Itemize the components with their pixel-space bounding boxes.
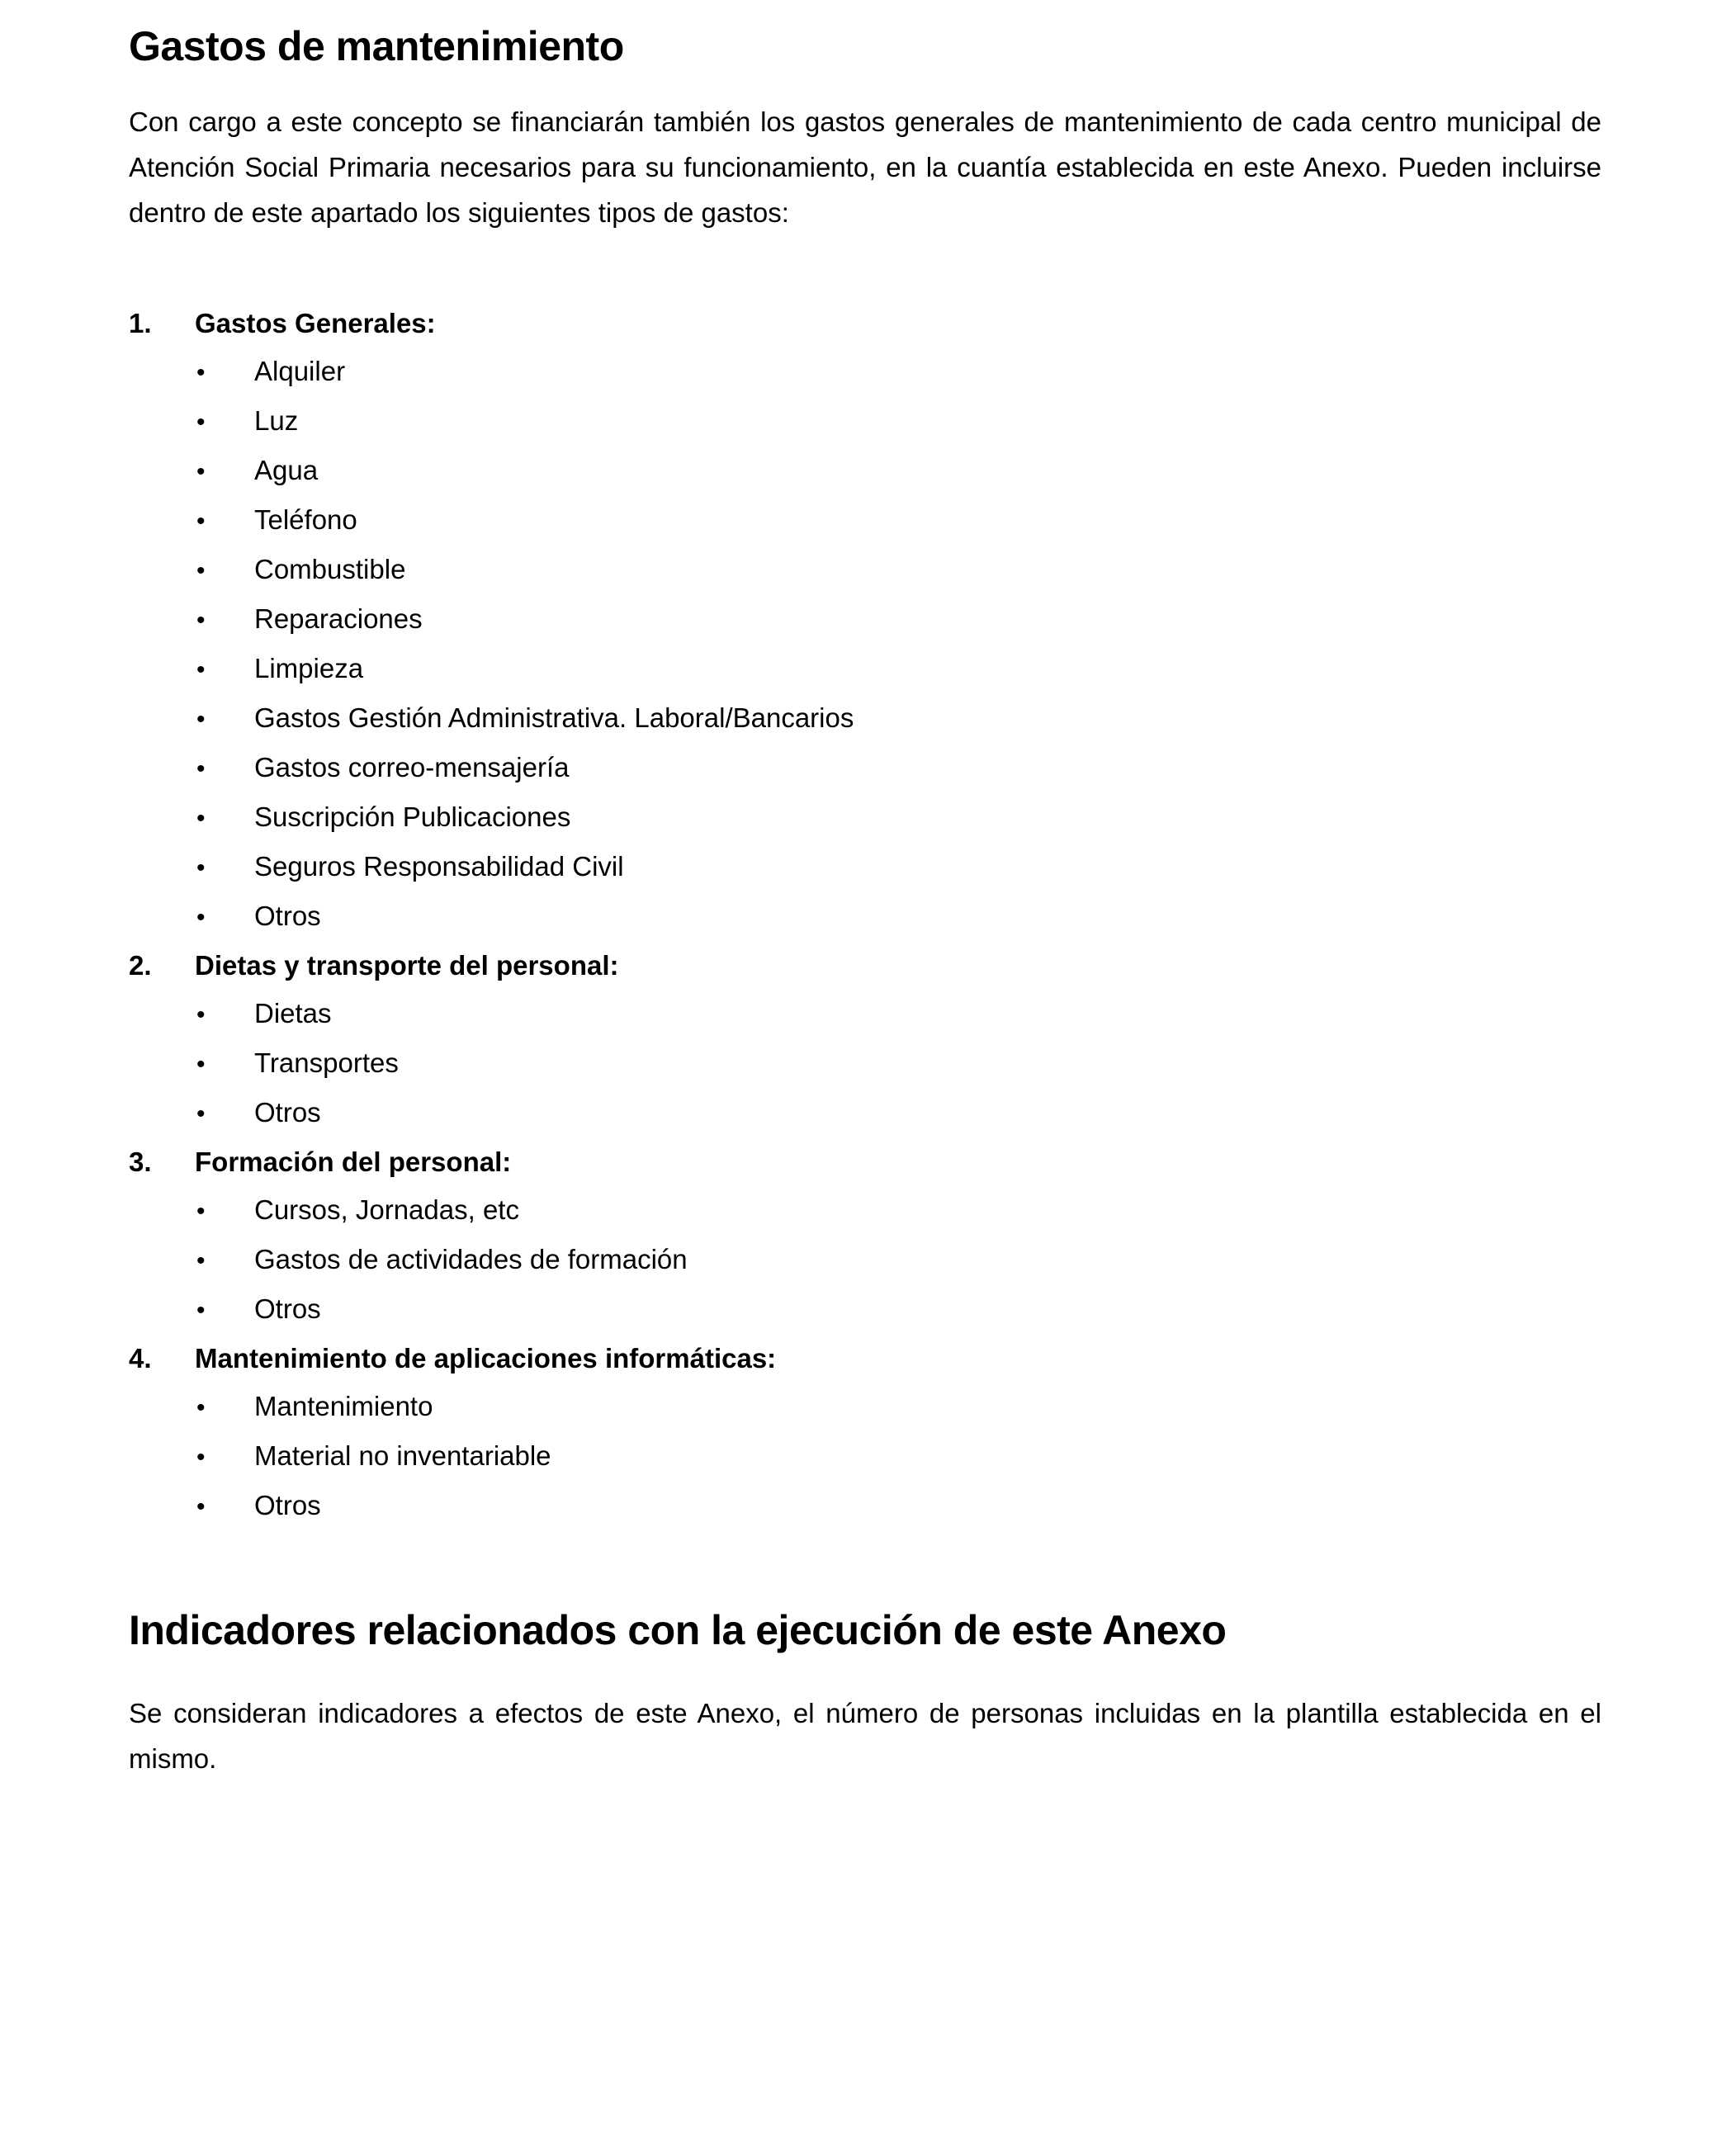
list-item-text: Gastos correo-mensajería bbox=[254, 751, 570, 782]
section-label: Dietas y transporte del personal: bbox=[195, 949, 619, 981]
bullet-icon: • bbox=[196, 655, 206, 683]
list-item-text: Otros bbox=[254, 900, 321, 931]
bullet-list bbox=[129, 1383, 1601, 1531]
section-number: 1. bbox=[129, 307, 152, 338]
bullet-icon: • bbox=[196, 705, 206, 733]
bullet-icon: • bbox=[196, 457, 206, 485]
list-item-text: Otros bbox=[254, 1096, 321, 1128]
bullet-list bbox=[129, 348, 1601, 942]
list-item bbox=[129, 1186, 1601, 1236]
section-label: Formación del personal: bbox=[195, 1146, 512, 1177]
section-heading bbox=[129, 1138, 1601, 1186]
list-item-text: Transportes bbox=[254, 1047, 399, 1078]
section-heading bbox=[129, 1335, 1601, 1383]
list-item bbox=[129, 744, 1601, 793]
bullet-icon: • bbox=[196, 1296, 206, 1324]
list-item-text: Dietas bbox=[254, 997, 332, 1028]
list-item-text: Limpieza bbox=[254, 652, 364, 683]
list-item bbox=[129, 397, 1601, 447]
bullet-icon: • bbox=[196, 1393, 206, 1421]
list-item-text: Otros bbox=[254, 1489, 321, 1520]
list-item bbox=[129, 843, 1601, 892]
expense-list bbox=[129, 300, 1601, 1531]
list-item bbox=[129, 595, 1601, 645]
list-item bbox=[129, 1432, 1601, 1482]
list-item bbox=[129, 348, 1601, 397]
list-item-text: Mantenimiento bbox=[254, 1390, 433, 1421]
bullet-icon: • bbox=[196, 1197, 206, 1225]
page-title: Gastos de mantenimiento bbox=[129, 23, 624, 69]
list-item bbox=[129, 793, 1601, 843]
bullet-list bbox=[129, 990, 1601, 1138]
section-formacion-personal bbox=[129, 1138, 1601, 1335]
bullet-icon: • bbox=[196, 1050, 206, 1078]
bullet-icon: • bbox=[196, 1443, 206, 1471]
list-item bbox=[129, 645, 1601, 694]
bullet-icon: • bbox=[196, 903, 206, 931]
list-item-text: Gastos Gestión Administrativa. Laboral/Bancarios bbox=[254, 702, 854, 733]
bullet-icon: • bbox=[196, 606, 206, 634]
bullet-icon: • bbox=[196, 1492, 206, 1520]
bullet-icon: • bbox=[196, 358, 206, 386]
list-item-text: Gastos de actividades de formación bbox=[254, 1243, 688, 1274]
bullet-icon: • bbox=[196, 408, 206, 436]
list-item-text: Alquiler bbox=[254, 355, 346, 386]
section-number: 2. bbox=[129, 949, 152, 981]
section-number: 4. bbox=[129, 1342, 152, 1374]
bullet-icon: • bbox=[196, 507, 206, 535]
list-item bbox=[129, 1236, 1601, 1285]
section-heading bbox=[129, 942, 1601, 990]
section-number: 3. bbox=[129, 1146, 152, 1177]
list-item bbox=[129, 447, 1601, 496]
section-label: Gastos Generales: bbox=[195, 307, 436, 338]
bullet-icon: • bbox=[196, 1099, 206, 1128]
section-heading bbox=[129, 300, 1601, 348]
list-item-text: Agua bbox=[254, 454, 319, 485]
bullet-icon: • bbox=[196, 853, 206, 882]
list-item bbox=[129, 546, 1601, 595]
list-item bbox=[129, 1089, 1601, 1138]
list-item bbox=[129, 496, 1601, 546]
bullet-icon: • bbox=[196, 804, 206, 832]
list-item bbox=[129, 1039, 1601, 1089]
list-item-text: Teléfono bbox=[254, 504, 357, 535]
section-mantenimiento-aplicaciones bbox=[129, 1335, 1601, 1531]
intro-paragraph: Con cargo a este concepto se financiarán también los gastos generales de mantenimiento de cada centro municipal de Atención Social Primaria necesarios para su funcionamiento, en la cuantía establecida en este Anexo. Pueden incluirse dentro de este apartado los siguientes tipos de gastos: bbox=[129, 106, 1601, 228]
list-item-text: Suscripción Publicaciones bbox=[254, 801, 571, 832]
list-item-text: Cursos, Jornadas, etc bbox=[254, 1194, 519, 1225]
list-item-text: Seguros Responsabilidad Civil bbox=[254, 850, 624, 882]
list-item bbox=[129, 990, 1601, 1039]
section-gastos-generales bbox=[129, 300, 1601, 942]
list-item-text: Luz bbox=[254, 404, 299, 436]
list-item bbox=[129, 1482, 1601, 1531]
bullet-icon: • bbox=[196, 1246, 206, 1274]
list-item bbox=[129, 1383, 1601, 1432]
list-item-text: Otros bbox=[254, 1293, 321, 1324]
bullet-icon: • bbox=[196, 556, 206, 584]
section-label: Mantenimiento de aplicaciones informáticas: bbox=[195, 1342, 777, 1374]
section-dietas-transporte bbox=[129, 942, 1601, 1138]
list-item-text: Reparaciones bbox=[254, 603, 423, 634]
closing-paragraph: Se consideran indicadores a efectos de este Anexo, el número de personas incluidas en la plantilla establecida en el mismo. bbox=[129, 1698, 1601, 1774]
bullet-icon: • bbox=[196, 754, 206, 782]
bullet-icon: • bbox=[196, 1000, 206, 1028]
list-item bbox=[129, 694, 1601, 744]
list-item-text: Combustible bbox=[254, 553, 406, 584]
bullet-list bbox=[129, 1186, 1601, 1335]
list-item-text: Material no inventariable bbox=[254, 1440, 551, 1471]
list-item bbox=[129, 1285, 1601, 1335]
indicators-heading: Indicadores relacionados con la ejecución de este Anexo bbox=[129, 1606, 1227, 1653]
list-item bbox=[129, 892, 1601, 942]
